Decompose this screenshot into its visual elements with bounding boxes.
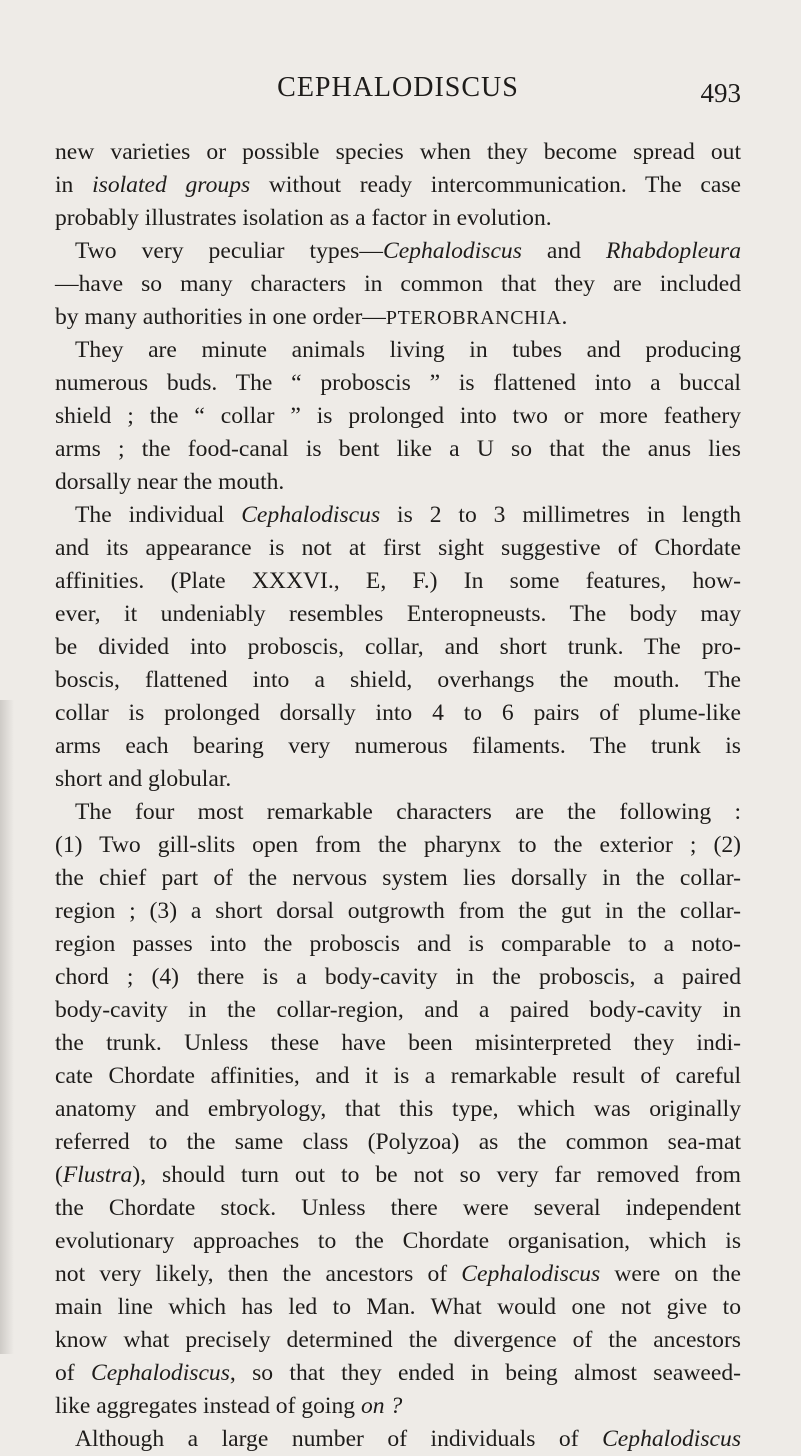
italic-term: Cephalodiscus [90,1360,230,1386]
italic-term: on ? [360,1393,403,1419]
text-line: Two very peculiar types—Cephalodiscus and Rhabdopleura [75,238,741,264]
text-line: affinities. (Plate XXXVI., E, F.) In some features, how- [55,568,741,594]
text-line: the Chordate stock. Unless there were several independent [55,1195,741,1221]
text-line: cate Chordate affinities, and it is a remarkable result of careful [55,1063,741,1089]
italic-term: Cephalodiscus [241,502,381,528]
text-line: the chief part of the nervous system lies dorsally in the collar- [55,865,741,891]
text-line: like aggregates instead of going on ? [55,1393,403,1419]
italic-term: Rhabdopleura [606,238,741,264]
text-line: main line which has led to Man. What would one not give to [55,1294,741,1320]
page-edge-shadow [0,700,14,1354]
italic-term: Flustra [62,1162,133,1188]
body-text [55,136,741,1456]
text-line: dorsally near the mouth. [55,469,285,495]
text-line: numerous buds. The “ proboscis ” is flattened into a buccal [55,370,741,396]
text-line: evolutionary approaches to the Chordate organisation, which is [55,1228,741,1254]
text-line: collar is prolonged dorsally into 4 to 6 pairs of plume-like [55,700,741,726]
text-line: be divided into proboscis, collar, and short trunk. The pro- [55,634,741,660]
text-line: They are minute animals living in tubes and producing [75,337,741,363]
text-line: shield ; the “ collar ” is prolonged into two or more feathery [55,403,741,429]
italic-term: Cephalodiscus [602,1426,741,1452]
text-line: of Cephalodiscus, so that they ended in being almost seaweed- [55,1360,741,1386]
text-line: (1) Two gill-slits open from the pharynx to the exterior ; (2) [55,832,741,858]
text-line: body-cavity in the collar-region, and a paired body-cavity in [55,997,741,1023]
text-line: region ; (3) a short dorsal outgrowth from the gut in the collar- [55,898,741,924]
text-line: Although a large number of individuals of Cephalodiscus [75,1426,741,1452]
text-line: short and globular. [55,766,232,792]
text-line: arms ; the food-canal is bent like a U so that the anus lies [55,436,741,462]
text-line: in isolated groups without ready intercommunication. The case [55,172,741,198]
text-line: boscis, flattened into a shield, overhangs the mouth. The [55,667,741,693]
text-line: probably illustrates isolation as a factor in evolution. [55,205,552,231]
italic-term: Cephalodiscus [382,238,522,264]
text-line: The individual Cephalodiscus is 2 to 3 millimetres in length [75,502,741,528]
italic-term: Cephalodiscus [461,1261,601,1287]
running-head: CEPHALODISCUS [277,72,519,103]
text-line: the trunk. Unless these have been misinterpreted they indi- [55,1030,741,1056]
text-line: referred to the same class (Polyzoa) as the common sea-mat [55,1129,741,1155]
text-line: ever, it undeniably resembles Enteropneusts. The body may [55,601,741,627]
text-line: and its appearance is not at first sight suggestive of Chordate [55,535,741,561]
page-number: 493 [700,78,741,108]
text-line: arms each bearing very numerous filaments. The trunk is [55,733,741,759]
text-line: The four most remarkable characters are the following : [75,799,741,825]
text-line: by many authorities in one order—PTEROBRANCHIA. [55,304,568,330]
text-line: anatomy and embryology, that this type, which was originally [55,1096,741,1122]
text-line: chord ; (4) there is a body-cavity in the proboscis, a paired [55,964,741,990]
text-line: —have so many characters in common that they are included [55,271,741,297]
text-line: not very likely, then the ancestors of Cephalodiscus were on the [55,1261,742,1287]
text-line: know what precisely determined the divergence of the ancestors [55,1327,741,1353]
text-line: new varieties or possible species when they become spread out [55,139,741,165]
italic-term: isolated groups [92,172,251,198]
text-line: region passes into the proboscis and is comparable to a noto- [55,931,741,957]
text-line: (Flustra), should turn out to be not so very far removed from [55,1162,741,1188]
page-header [55,72,741,112]
small-caps-term: PTEROBRANCHIA [385,307,562,329]
